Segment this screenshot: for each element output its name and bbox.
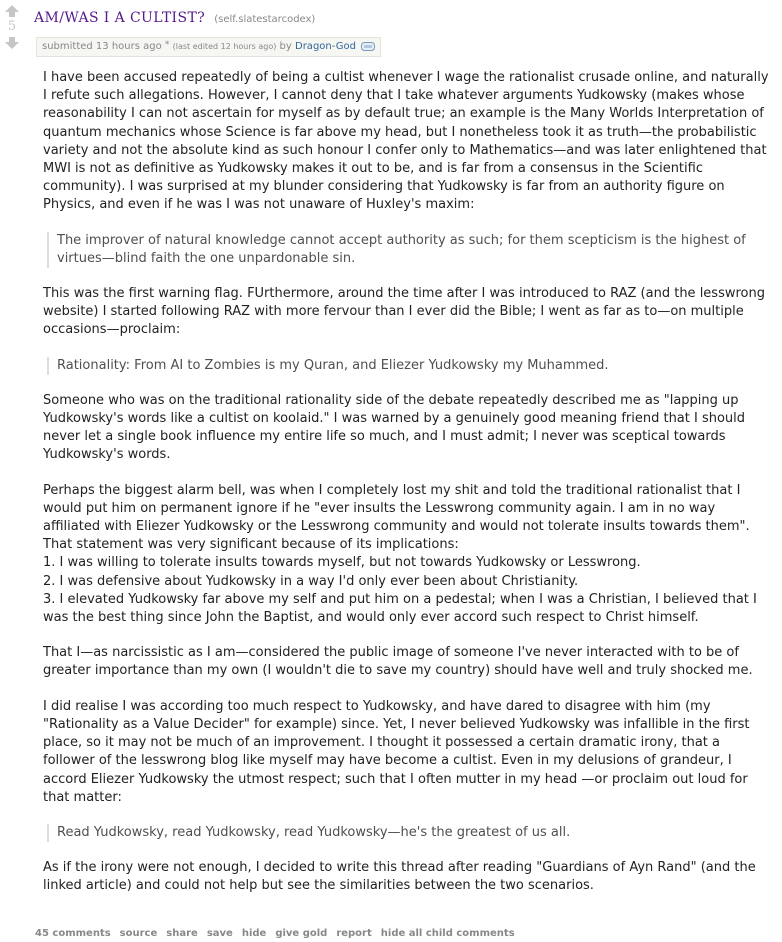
post-title-link[interactable]: AM/WAS I A CULTIST? [34,10,206,26]
edited-time: (last edited 12 hours ago) [172,42,277,51]
by-label: by [279,41,292,52]
blockquote: Read Yudkowsky, read Yudkowsky, read Yudkowsky—he's the greatest of us all. [47,824,771,842]
post-body [43,69,771,913]
post-buttons [35,928,515,939]
downvote-arrow-icon[interactable] [5,37,19,49]
submitted-time: submitted 13 hours ago [42,41,162,52]
tagline [36,37,381,57]
title-row [34,7,315,26]
post-domain[interactable]: (self.slatestarcodex) [214,14,316,25]
body-paragraph: I did realise I was according too much respect to Yudkowsky, and have dared to disagree with him (my "Rationality as a Value Decider" for example) since. Yet, I never believed Yudkowsky was infallible in the first place, so it may not be much of an improvement. I thought it possessed a certain dramatic irony, that a follower of the lesswrong blog like myself may have become a cultist. Even in my delusions of grandeur, I accord Eliezer Yudkowsky the utmost respect; such that I often mutter in my head —or proclaim out loud for that matter: [43,698,750,805]
list-item: 1. I was willing to tolerate insults towards myself, but not towards Yudkowsky or Lesswrong. [43,555,641,571]
list-item: 2. I was defensive about Yudkowsky in a way I'd only ever been about Christianity. [43,573,579,589]
list-item: 3. I elevated Yudkowsky far above my self and put him on a pedestal; when I was a Christian, I believed that I was the best thing since John the Baptist, and would only ever accord such respect to Christ himself. [43,591,757,626]
comments-link[interactable]: 45 comments [35,928,111,939]
body-paragraph: Someone who was on the traditional rationality side of the debate repeatedly described me as "lapping up Yudkowsky's words like a cultist on koolaid." I was warned by a genuinely good meaning friend that I should never let a single book influence my entire life so much, and I must admit; I never was sceptical towards Yudkowsky's words. [43,392,746,463]
body-paragraph: This was the first warning flag. FUrthermore, around the time after I was introduced to RAZ (and the lesswrong website) I started following RAZ with more fervour than I ever did the Bible; I went as far as to—on multiple occasions—proclaim: [43,286,765,338]
report-button[interactable]: report [336,928,372,939]
source-button[interactable]: source [119,928,158,939]
body-paragraph: Perhaps the biggest alarm bell, was when I completely lost my shit and told the traditional rationalist that I would put him on permanent ignore if he "ever insults the Lesswrong community again. I am in no way affiliated with Eliezer Yudkowsky or the Lesswrong community and would not tolerate insults towards them". That statement was very significant because of its implications: [43,482,750,553]
give-gold-button[interactable]: give gold [275,928,328,939]
vote-column [2,5,22,49]
upvote-arrow-icon[interactable] [5,5,19,17]
share-button[interactable]: share [166,928,198,939]
body-paragraph: That I—as narcissistic as I am—considered the public image of someone I've never interacted with to be of greater importance than my own (I wouldn't die to save my country) should have well and truly shocked me. [43,645,753,679]
save-button[interactable]: save [206,928,233,939]
blockquote: Rationality: From AI to Zombies is my Quran, and Eliezer Yudkowsky my Muhammed. [47,357,771,375]
body-paragraph: I have been accused repeatedly of being a cultist whenever I wage the rationalist crusade online, and naturally I refute such allegations. However, I cannot deny that I take whatever arguments Yudkowsky (makes whose reasonability I can not ascertain for myself as by default true; an example is the Many Worlds Interpretation of quantum mechanics whose Science is far above my head, but I nonetheless took it as truth—the probabilistic variety and not the absolute kind as such honour I confer only to Mathematics—and was later enlightened that MWI is not as definitive as Yudkowsky makes it out to be, and is far from a consensus in the Scientific community). I was surprised at my blunder considering that Yudkowsky is far from an authority figure on Physics, and even if he was I was not unaware of Huxley's maxim: [43,70,769,213]
hide-child-comments-button[interactable]: hide all child comments [380,928,515,939]
hide-button[interactable]: hide [241,928,267,939]
author-link[interactable]: Dragon-God [295,41,356,52]
edited-star: * [164,40,170,50]
score: 5 [7,19,17,34]
body-paragraph: As if the irony were not enough, I decided to write this thread after reading "Guardians of Ayn Rand" (and the linked article) and could not help but see the similarities between the two scenarios. [43,860,756,894]
blockquote: The improver of natural knowledge cannot accept authority as such; for them scepticism is the highest of virtues—blind faith the one unpardonable sin. [47,232,771,268]
flair-tag-icon [361,42,375,51]
